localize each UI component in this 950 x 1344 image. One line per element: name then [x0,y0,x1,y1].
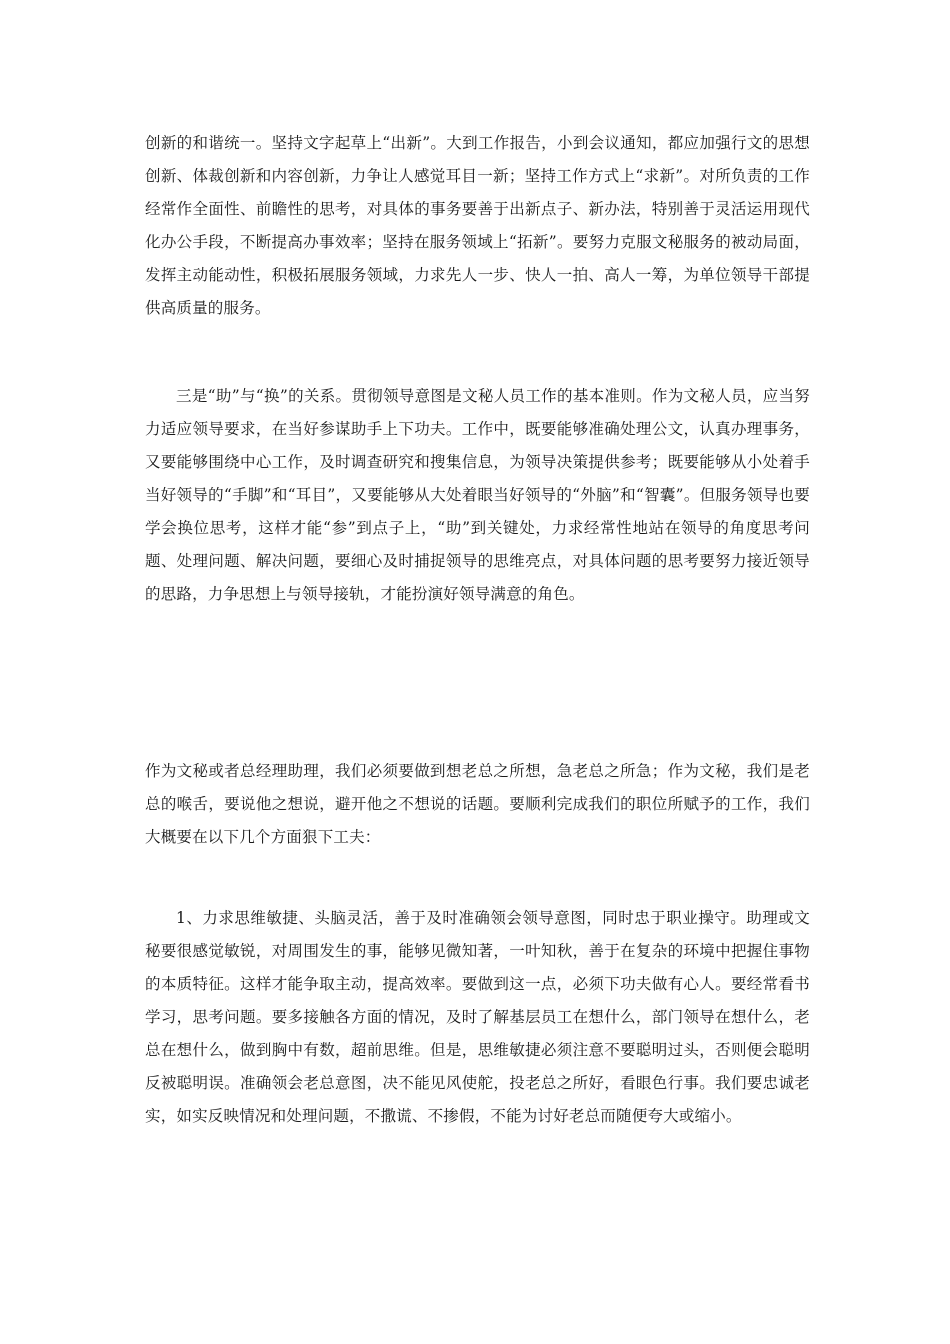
paragraph-assistant-intro: 作为文秘或者总经理助理，我们必须要做到想老总之所想，急老总之所急；作为文秘，我们是老总的喉舌，要说他之想说，避开他之不想说的话题。要顺利完成我们的职位所赋予的工作，我们大概要在以下几个方面狠下工夫： [145,762,810,846]
paragraph-continuation: 创新的和谐统一。坚持文字起草上“出新”。大到工作报告，小到会议通知，都应加强行文的思想创新、体裁创新和内容创新，力争让人感觉耳目一新；坚持工作方式上“求新”。对所负责的工作经常作全面性、前瞻性的思考，对具体的事务要善于出新点子、新办法，特别善于灵活运用现代化办公手段，不断提高办事效率；坚持在服务领域上“拓新”。要努力克服文秘服务的被动局面，发挥主动能动性，积极拓展服务领域，力求先人一步、快人一拍、高人一筹，为单位领导干部提供高质量的服务。 [145,134,810,317]
paragraph-point-one: 1、力求思维敏捷、头脑灵活，善于及时准确领会领导意图，同时忠于职业操守。助理或文秘要很感觉敏锐，对周围发生的事，能够见微知著，一叶知秋，善于在复杂的环境中把握住事物的本质特征。这样才能争取主动，提高效率。要做到这一点，必须下功夫做有心人。要经常看书学习，思考问题。要多接触各方面的情况，及时了解基层员工在想什么，部门领导在想什么，老总在想什么，做到胸中有数，超前思维。但是，思维敏捷必须注意不要聪明过头，否则便会聪明反被聪明误。准确领会老总意图，决不能见风使舵，投老总之所好，看眼色行事。我们要忠诚老实，如实反映情况和处理问题，不撒谎、不掺假，不能为讨好老总而随便夸大或缩小。 [145,909,810,1125]
paragraph-relationship-three: 三是“助”与“换”的关系。贯彻领导意图是文秘人员工作的基本准则。作为文秘人员，应当努力适应领导要求，在当好参谋助手上下功夫。工作中，既要能够准确处理公文，认真办理事务，又要能够围绕中心工作，及时调查研究和搜集信息，为领导决策提供参考；既要能够从小处着手当好领导的“手脚”和“耳目”，又要能够从大处着眼当好领导的“外脑”和“智囊”。但服务领导也要学会换位思考，这样才能“参”到点子上，“助”到关键处，力求经常性地站在领导的角度思考问题、处理问题、解决问题，要细心及时捕捉领导的思维亮点，对具体问题的思考要努力接近领导的思路，力争思想上与领导接轨，才能扮演好领导满意的角色。 [145,387,810,603]
